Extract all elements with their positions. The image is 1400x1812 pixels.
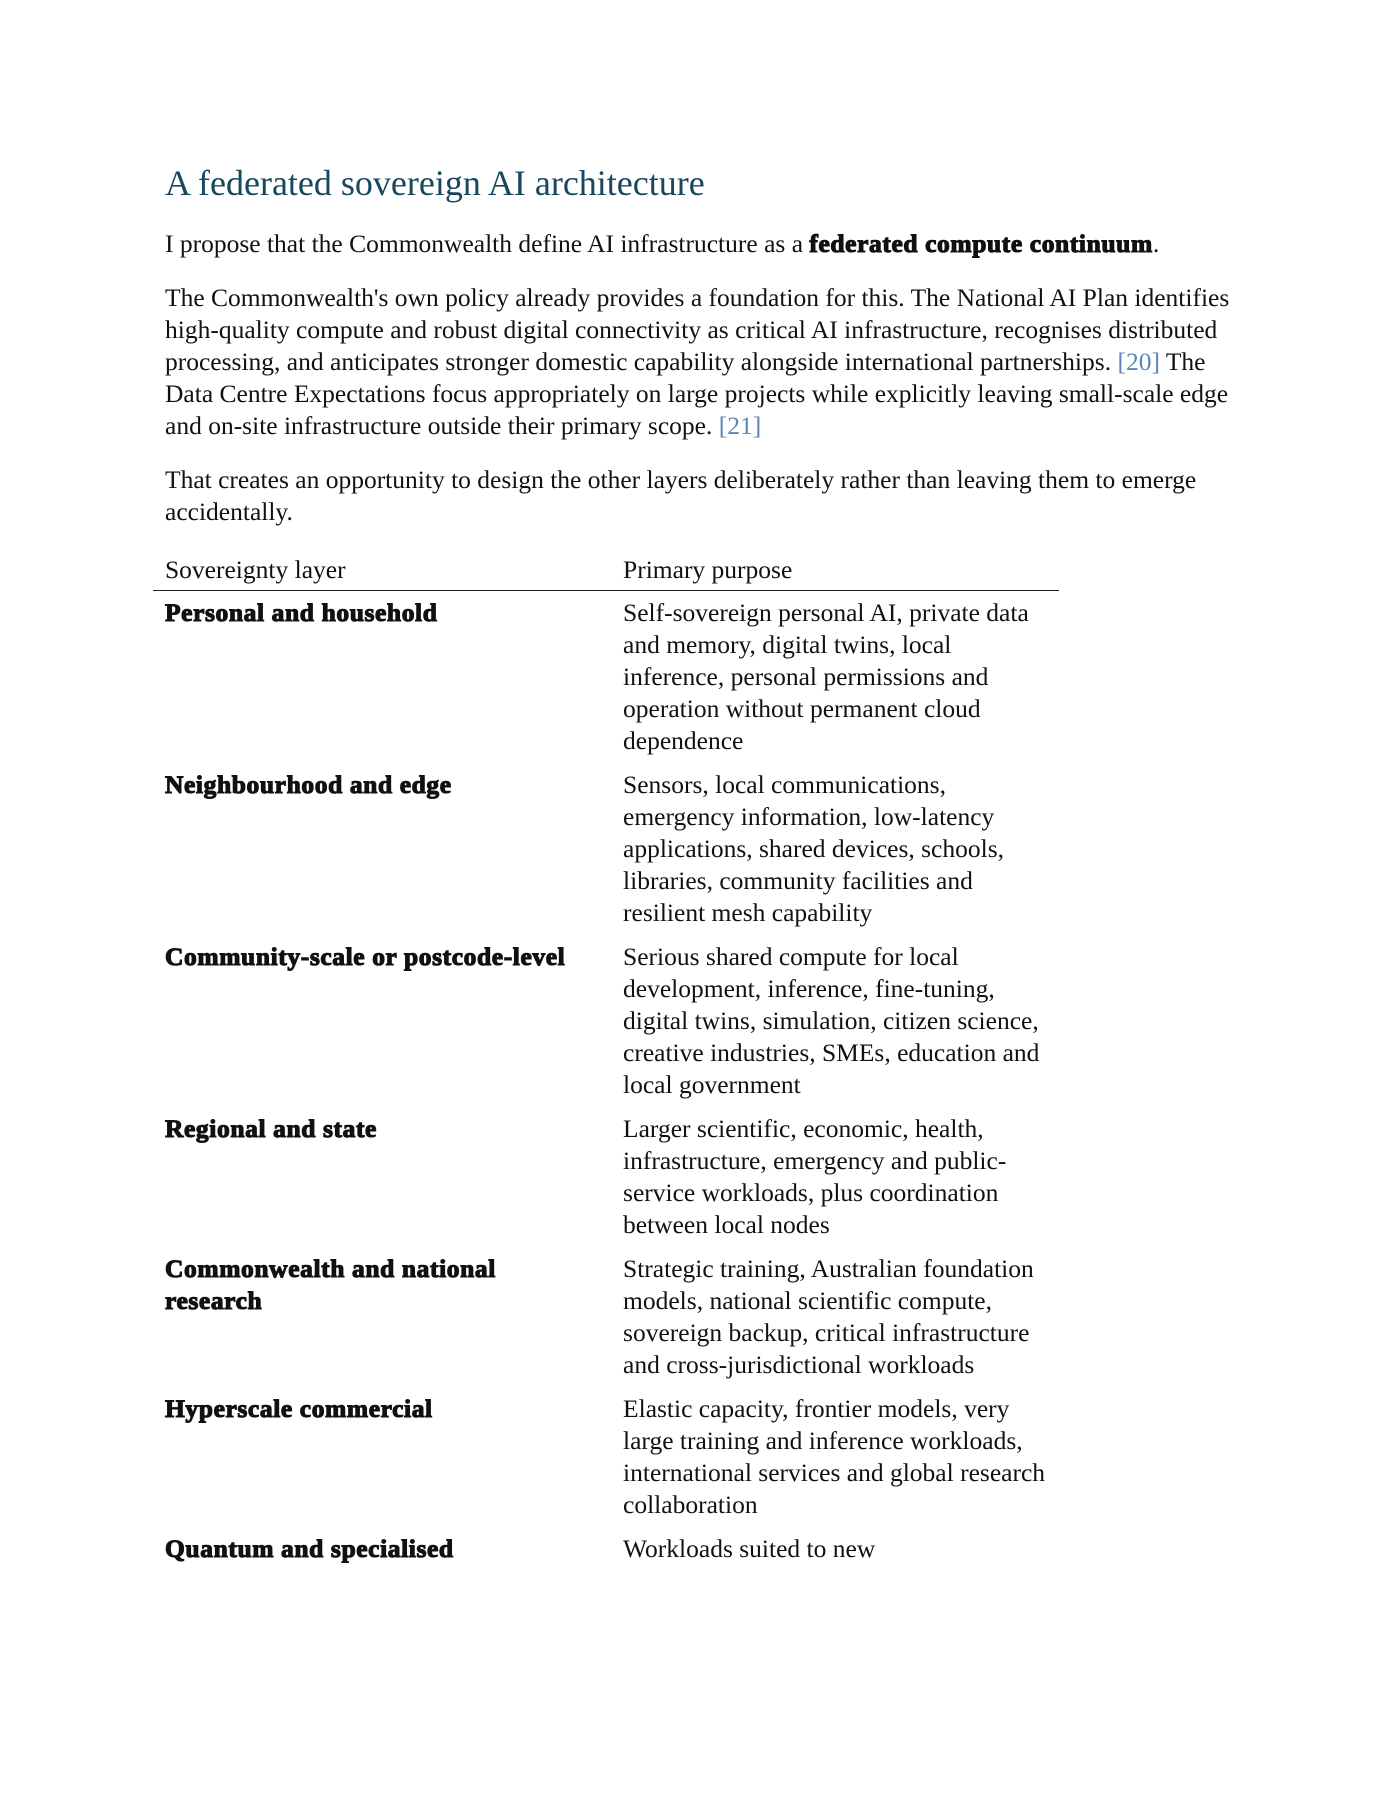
layer-name: Commonwealth and national research [165,1254,496,1315]
layer-name: Quantum and specialised [165,1534,454,1563]
paragraph-opportunity: That creates an opportunity to design the other layers deliberately rather than leaving them to emerge accidentally. [165,465,1197,526]
table-row [153,763,1059,935]
paragraph-policy-text-2: The Data Centre Expectations focus appropriately on large projects while explicitly leaving small-scale edge and on-site infrastructure outside their primary scope. [165,347,1229,440]
table-row [153,1247,1059,1387]
table-row [153,1387,1059,1527]
reference-link-21[interactable]: [21] [718,411,762,440]
sovereignty-layers-table [153,550,1059,1571]
emphasis-federated-compute-continuum: federated compute continuum [809,229,1153,258]
layer-name: Hyperscale commercial [165,1394,433,1423]
document-page [165,160,1240,1571]
layer-purpose: Workloads suited to new [623,1534,876,1563]
paragraph-proposal-end: . [1152,229,1160,258]
table-row [153,935,1059,1107]
layer-purpose: Larger scientific, economic, health, infrastructure, emergency and public-service workloads, plus coordination between local nodes [623,1114,1007,1239]
paragraph-proposal [165,228,1240,260]
table-header-row [153,550,1059,591]
layer-purpose: Sensors, local communications, emergency information, low-latency applications, shared devices, schools, libraries, community facilities and resilient mesh capability [623,770,1005,927]
table-row [153,1527,1059,1571]
layer-purpose: Self-sovereign personal AI, private data and memory, digital twins, local inference, personal permissions and operation without permanent cloud dependence [623,598,1029,755]
column-header-layer: Sovereignty layer [153,550,611,591]
layer-purpose: Serious shared compute for local development, inference, fine-tuning, digital twins, simulation, citizen science, creative industries, SMEs, education and local government [623,942,1040,1099]
layer-name: Neighbourhood and edge [165,770,452,799]
section-heading: A federated sovereign AI architecture [165,163,705,203]
paragraph-proposal-text: I propose that the Commonwealth define AI infrastructure as a [165,229,810,258]
column-header-purpose: Primary purpose [611,550,1059,591]
layer-purpose: Elastic capacity, frontier models, very large training and inference workloads, international services and global research collaboration [623,1394,1046,1519]
table-row [153,591,1059,764]
table-row [153,1107,1059,1247]
paragraph-policy-foundation [165,282,1240,442]
layer-name: Regional and state [165,1114,377,1143]
paragraph-policy-text-1: The Commonwealth's own policy already provides a foundation for this. The National AI Plan identifies high-quality compute and robust digital connectivity as critical AI infrastructure, recognises distributed processing, and anticipates stronger domestic capability alongside international partnerships. [165,283,1230,376]
layer-name: Personal and household [165,598,438,627]
layer-purpose: Strategic training, Australian foundation models, national scientific compute, sovereign backup, critical infrastructure and cross-jurisdictional workloads [623,1254,1034,1379]
layer-name: Community-scale or postcode-level [165,942,566,971]
reference-link-20[interactable]: [20] [1117,347,1160,376]
